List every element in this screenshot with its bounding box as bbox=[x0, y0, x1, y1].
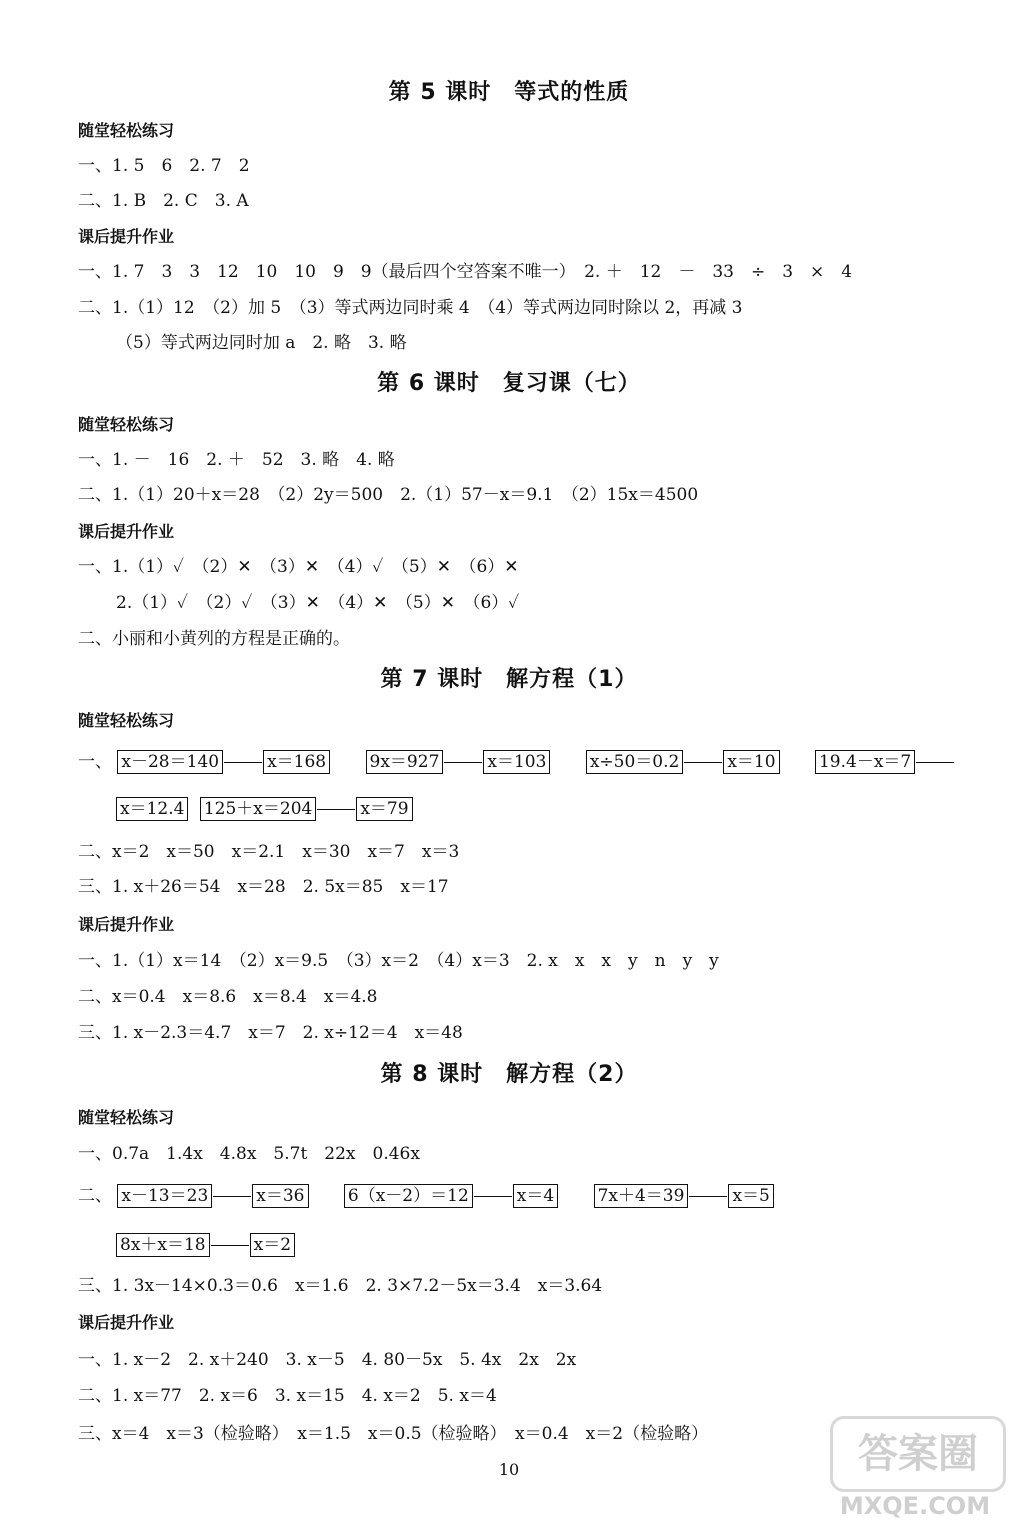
lesson5-line2: 二、1. B 2. C 3. A bbox=[78, 191, 249, 211]
equation-box: x÷50＝0.2 bbox=[586, 750, 684, 774]
answer-box: x＝12.4 bbox=[116, 797, 188, 821]
equation-pair bbox=[594, 1184, 774, 1208]
equation-box: x－28＝140 bbox=[117, 750, 223, 774]
lesson5-line3: 一、1. 7 3 3 12 10 10 9 9（最后四个空答案不唯一） 2. ＋ 12 － 33 ÷ 3 × 4 bbox=[78, 262, 853, 282]
lesson7-line3: 三、1. x＋26＝54 x＝28 2. 5x＝85 x＝17 bbox=[78, 877, 449, 897]
lesson6-line1: 一、1. － 16 2. ＋ 52 3. 略 4. 略 bbox=[78, 450, 395, 470]
equation-box: 19.4－x＝7 bbox=[815, 750, 915, 774]
lesson6-line5: 二、小丽和小黄列的方程是正确的。 bbox=[78, 629, 350, 649]
lesson5-title: 第 5 课时 等式的性质 bbox=[388, 80, 630, 105]
lesson6-homework-heading: 课后提升作业 bbox=[78, 522, 175, 541]
lesson8-line5: 二、1. x＝77 2. x＝6 3. x＝15 4. x＝2 5. x＝4 bbox=[78, 1386, 497, 1406]
lesson8-practice-heading: 随堂轻松练习 bbox=[78, 1108, 175, 1127]
equation-box: 6（x－2）＝12 bbox=[344, 1184, 473, 1208]
lesson7-practice-heading: 随堂轻松练习 bbox=[78, 711, 175, 730]
connector-line bbox=[689, 1196, 727, 1197]
lesson7-boxed-row2 bbox=[116, 797, 413, 821]
lesson8-boxed-row1 bbox=[78, 1184, 804, 1208]
equation-box: 7x＋4＝39 bbox=[594, 1184, 689, 1208]
lesson5-line1: 一、1. 5 6 2. 7 2 bbox=[78, 156, 250, 176]
lesson7-line4: 一、1.（1）x＝14 （2）x＝9.5 （3）x＝2 （4）x＝3 2. x x x y n y y bbox=[78, 951, 719, 971]
equation-pair bbox=[586, 750, 780, 774]
connector-line bbox=[211, 1245, 249, 1246]
lesson7-homework-heading: 课后提升作业 bbox=[78, 915, 175, 934]
watermark-url: MXQE.COM bbox=[839, 1492, 991, 1520]
lesson8-line3: 三、1. 3x－14×0.3＝0.6 x＝1.6 2. 3×7.2－5x＝3.4 x＝3.64 bbox=[78, 1276, 603, 1296]
lesson8-line4: 一、1. x－2 2. x＋240 3. x－5 4. 80－5x 5. 4x 2x 2x bbox=[78, 1350, 577, 1370]
answer-box: x＝5 bbox=[728, 1184, 773, 1208]
lesson5-homework-heading: 课后提升作业 bbox=[78, 227, 175, 246]
lesson6-line4: 2.（1）✓ （2）✓ （3）✕ （4）✕ （5）✕ （6）✓ bbox=[116, 593, 520, 613]
lesson7-line5: 二、x＝0.4 x＝8.6 x＝8.4 x＝4.8 bbox=[78, 987, 378, 1007]
lesson8-homework-heading: 课后提升作业 bbox=[78, 1313, 175, 1332]
answer-box: x＝168 bbox=[263, 750, 330, 774]
lesson6-practice-heading: 随堂轻松练习 bbox=[78, 415, 175, 434]
equation-box: x－13＝23 bbox=[117, 1184, 212, 1208]
lesson7-title: 第 7 课时 解方程（1） bbox=[380, 667, 638, 692]
lesson7-line6: 三、1. x－2.3＝4.7 x＝7 2. x÷12＝4 x＝48 bbox=[78, 1023, 463, 1043]
lesson6-line2: 二、1.（1）20＋x＝28 （2）2y＝500 2.（1）57－x＝9.1 （2）15x＝4500 bbox=[78, 485, 699, 505]
lesson7-row1-prefix: 一、 bbox=[78, 752, 112, 772]
lesson6-title: 第 6 课时 复习课（七） bbox=[377, 371, 641, 396]
equation-box: 125＋x＝204 bbox=[200, 797, 316, 821]
equation-box: 8x＋x＝18 bbox=[116, 1233, 210, 1257]
lesson7-line2: 二、x＝2 x＝50 x＝2.1 x＝30 x＝7 x＝3 bbox=[78, 842, 460, 862]
equation-pair bbox=[366, 750, 551, 774]
lesson5-line4: 二、1.（1）12 （2）加 5 （3）等式两边同时乘 4 （4）等式两边同时除以 2，再减 3 bbox=[78, 298, 743, 318]
answer-box: x＝10 bbox=[723, 750, 779, 774]
connector-line bbox=[474, 1196, 512, 1197]
connector-line bbox=[684, 762, 722, 763]
equation-pair bbox=[117, 1184, 308, 1208]
page-number: 10 bbox=[498, 1460, 520, 1479]
lesson8-row1-prefix: 二、 bbox=[78, 1186, 112, 1206]
equation-pair bbox=[344, 1184, 558, 1208]
answer-box: x＝4 bbox=[513, 1184, 558, 1208]
watermark-mark: 答案圈 bbox=[830, 1416, 1006, 1492]
lesson6-line3: 一、1.（1）✓ （2）✕ （3）✕ （4）✓ （5）✕ （6）✕ bbox=[78, 557, 519, 577]
lesson8-line1: 一、0.7a 1.4x 4.8x 5.7t 22x 0.46x bbox=[78, 1144, 420, 1164]
equation-pair bbox=[117, 750, 330, 774]
connector-line bbox=[213, 1196, 251, 1197]
lesson8-line6: 三、x＝4 x＝3（检验略） x＝1.5 x＝0.5（检验略） x＝0.4 x＝2（检验略） bbox=[78, 1424, 709, 1444]
lesson8-title: 第 8 课时 解方程（2） bbox=[380, 1062, 638, 1087]
lesson5-line5: （5）等式两边同时加 a 2. 略 3. 略 bbox=[116, 333, 407, 353]
lesson7-boxed-row1 bbox=[78, 750, 955, 774]
connector-line bbox=[317, 809, 355, 810]
answer-box: x＝79 bbox=[356, 797, 412, 821]
answer-box: x＝103 bbox=[483, 750, 550, 774]
watermark-logo bbox=[830, 1416, 1000, 1526]
connector-line bbox=[916, 762, 954, 763]
connector-line bbox=[224, 762, 262, 763]
answer-box: x＝36 bbox=[252, 1184, 308, 1208]
answer-box: x＝2 bbox=[250, 1233, 295, 1257]
equation-box: 9x＝927 bbox=[366, 750, 444, 774]
lesson5-practice-heading: 随堂轻松练习 bbox=[78, 121, 175, 140]
connector-line bbox=[444, 762, 482, 763]
lesson8-boxed-row2 bbox=[116, 1233, 295, 1257]
